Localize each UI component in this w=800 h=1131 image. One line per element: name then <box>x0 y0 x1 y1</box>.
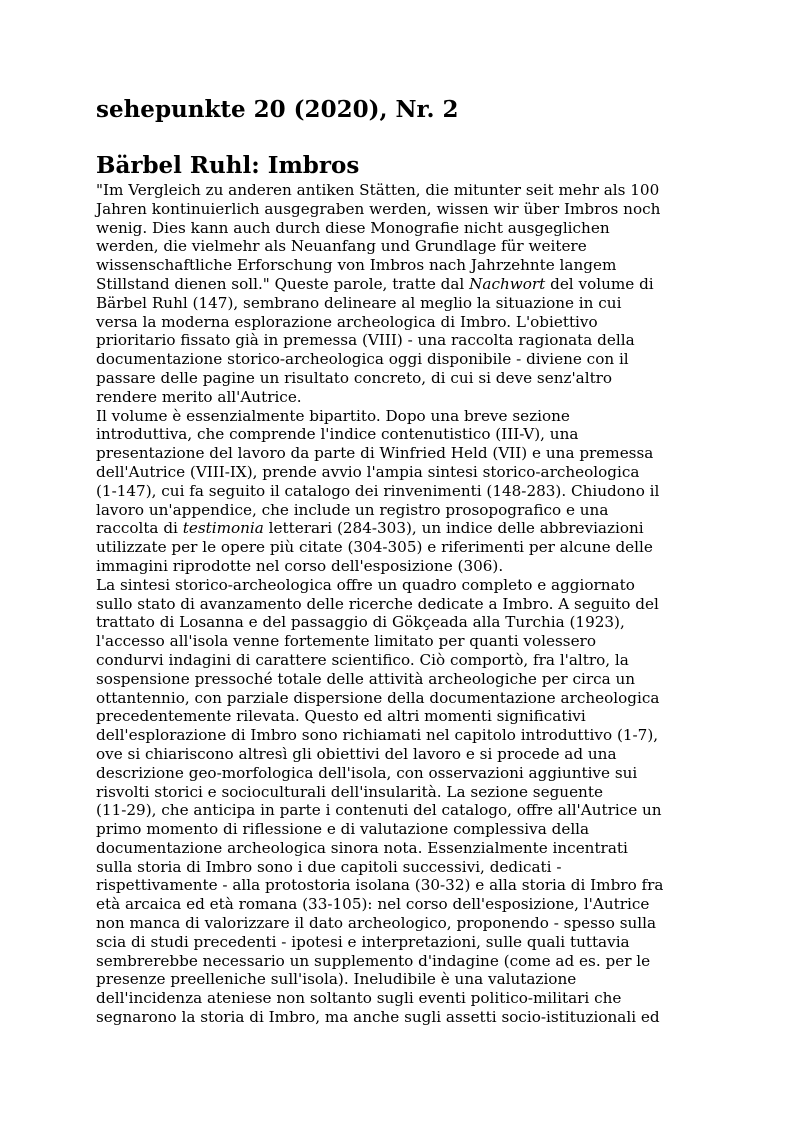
body-line: sulla storia di Imbro sono i due capitoli successivi, dedicati - <box>96 857 562 876</box>
body-line: presentazione del lavoro da parte di Winfried Held (VII) e una premessa <box>96 444 654 463</box>
body-line: Stillstand dienen soll." Queste parole, tratte dal Nachwort del volume di <box>96 274 654 293</box>
body-line: dell'esplorazione di Imbro sono richiamati nel capitolo introduttivo (1-7), <box>96 726 659 745</box>
body-line: documentazione storico-archeologica oggi disponibile - diviene con il <box>96 350 629 369</box>
body-line: utilizzate per le opere più citate (304-305) e riferimenti per alcune delle <box>96 538 653 557</box>
body-line: passare delle pagine un risultato concreto, di cui si deve senz'altro <box>96 368 613 387</box>
italic-term: Nachwort <box>469 274 546 293</box>
body-line: documentazione archeologica sinora nota. Essenzialmente incentrati <box>96 838 628 857</box>
article-body <box>96 181 706 1027</box>
body-line: prioritario fissato già in premessa (VIII) - una raccolta ragionata della <box>96 331 635 350</box>
body-line: precedentemente rilevata. Questo ed altri momenti significativi <box>96 707 586 726</box>
body-line: (11-29), che anticipa in parte i contenuti del catalogo, offre all'Autrice un <box>96 801 662 820</box>
body-line: lavoro un'appendice, che include un registro prosopografico e una <box>96 500 609 519</box>
body-line: età arcaica ed età romana (33-105): nel corso dell'esposizione, l'Autrice <box>96 895 650 914</box>
body-line: scia di studi precedenti - ipotesi e interpretazioni, sulle quali tuttavia <box>96 932 630 951</box>
body-line: ove si chiariscono altresì gli obiettivi del lavoro e si procede ad una <box>96 744 617 763</box>
body-line: werden, die vielmehr als Neuanfang und Grundlage für weitere <box>96 237 587 256</box>
body-line: sospensione pressoché totale delle attività archeologiche per circa un <box>96 669 636 688</box>
body-line: ottantennio, con parziale dispersione della documentazione archeologica <box>96 688 660 707</box>
body-line: risvolti storici e socioculturali dell'insularità. La sezione seguente <box>96 782 603 801</box>
body-line: dell'incidenza ateniese non soltanto sugli eventi politico-militari che <box>96 989 622 1008</box>
body-line: rispettivamente - alla protostoria isolana (30-32) e alla storia di Imbro fra <box>96 876 664 895</box>
body-line: presenze preelleniche sull'isola). Ineludibile è una valutazione <box>96 970 577 989</box>
body-line: Jahren kontinuierlich ausgegraben werden, wissen wir über Imbros noch <box>96 199 661 218</box>
body-line: primo momento di riflessione e di valutazione complessiva della <box>96 820 590 839</box>
body-line: sullo stato di avanzamento delle ricerche dedicate a Imbro. A seguito del <box>96 594 659 613</box>
body-line: descrizione geo-morfologica dell'isola, con osservazioni aggiuntive sui <box>96 763 638 782</box>
body-line: immagini riprodotte nel corso dell'esposizione (306). <box>96 556 504 575</box>
body-line: wenig. Dies kann auch durch diese Monografie nicht ausgeglichen <box>96 218 610 237</box>
article-title: Bärbel Ruhl: Imbros <box>96 152 360 179</box>
body-line: La sintesi storico-archeologica offre un quadro completo e aggiornato <box>96 575 635 594</box>
body-line: dell'Autrice (VIII-IX), prende avvio l'ampia sintesi storico-archeologica <box>96 462 640 481</box>
body-line: introduttiva, che comprende l'indice contenutistico (III-V), una <box>96 425 579 444</box>
body-line: condurvi indagini di carattere scientifico. Ciò comportò, fra l'altro, la <box>96 650 629 669</box>
body-line: l'accesso all'isola venne fortemente limitato per quanti volessero <box>96 632 596 651</box>
body-line: wissenschaftliche Erforschung von Imbros nach Jahrzehnte langem <box>96 256 617 275</box>
body-line: Bärbel Ruhl (147), sembrano delineare al meglio la situazione in cui <box>96 293 622 312</box>
body-line: rendere merito all'Autrice. <box>96 387 302 406</box>
body-line: Il volume è essenzialmente bipartito. Dopo una breve sezione <box>96 406 570 425</box>
italic-term: testimonia <box>182 519 264 538</box>
body-line: raccolta di testimonia letterari (284-303), un indice delle abbreviazioni <box>96 519 644 538</box>
body-line: sembrerebbe necessario un supplemento d'indagine (come ad es. per le <box>96 951 651 970</box>
journal-issue-heading: sehepunkte 20 (2020), Nr. 2 <box>96 96 459 123</box>
body-line: versa la moderna esplorazione archeologica di Imbro. L'obiettivo <box>96 312 598 331</box>
body-line: non manca di valorizzare il dato archeologico, proponendo - spesso sulla <box>96 914 657 933</box>
body-line: segnarono la storia di Imbro, ma anche sugli assetti socio-istituzionali ed <box>96 1008 660 1027</box>
body-line: trattato di Losanna e del passaggio di Gökçeada alla Turchia (1923), <box>96 613 625 632</box>
body-line: "Im Vergleich zu anderen antiken Stätten, die mitunter seit mehr als 100 <box>96 181 660 199</box>
body-line: (1-147), cui fa seguito il catalogo dei rinvenimenti (148-283). Chiudono il <box>96 481 660 500</box>
